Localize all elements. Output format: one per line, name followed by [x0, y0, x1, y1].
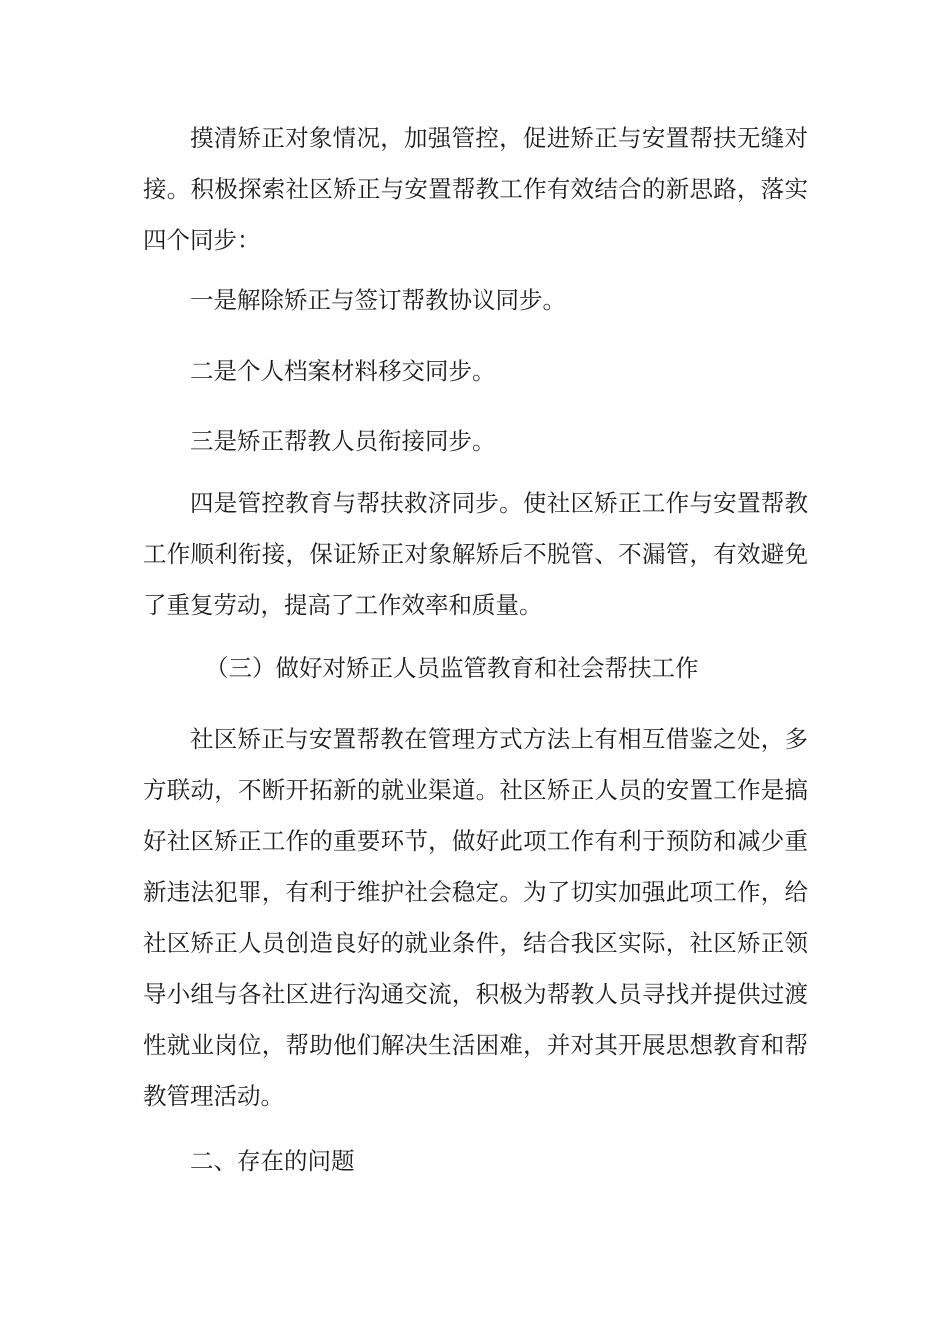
list-item-third: 三是矫正帮教人员衔接同步。 — [190, 427, 496, 455]
paragraph-fourth-item: 四是管控教育与帮扶救济同步。使社区矫正工作与安置帮教工作顺利衔接，保证矫正对象解矫后不脱管、不漏管，有效避免了重复劳动，提高了工作效率和质量。 — [143, 489, 808, 619]
paragraph-employment-placement: 社区矫正与安置帮教在管理方式方法上有相互借鉴之处，多方联动，不断开拓新的就业渠道。社区矫正人员的安置工作是搞好社区矫正工作的重要环节，做好此项工作有利于预防和减少重新违法犯罪，有利于维护社会稳定。为了切实加强此项工作，给社区矫正人员创造良好的就业条件，结合我区实际，社区矫正领导小组与各社区进行沟通交流，积极为帮教人员寻找并提供过渡性就业岗位，帮助他们解决生活困难，并对其开展思想教育和帮教管理活动。 — [143, 725, 808, 1110]
subheading-section-three: （三）做好对矫正人员监管教育和社会帮扶工作 — [205, 654, 699, 682]
paragraph-four-synchronizations-intro: 摸清矫正对象情况，加强管控，促进矫正与安置帮扶无缝对接。积极探索社区矫正与安置帮教工作有效结合的新思路，落实四个同步： — [143, 124, 808, 254]
list-item-second: 二是个人档案材料移交同步。 — [190, 357, 496, 385]
list-item-first: 一是解除矫正与签订帮教协议同步。 — [190, 286, 566, 314]
section-heading-existing-problems: 二、存在的问题 — [190, 1147, 355, 1175]
